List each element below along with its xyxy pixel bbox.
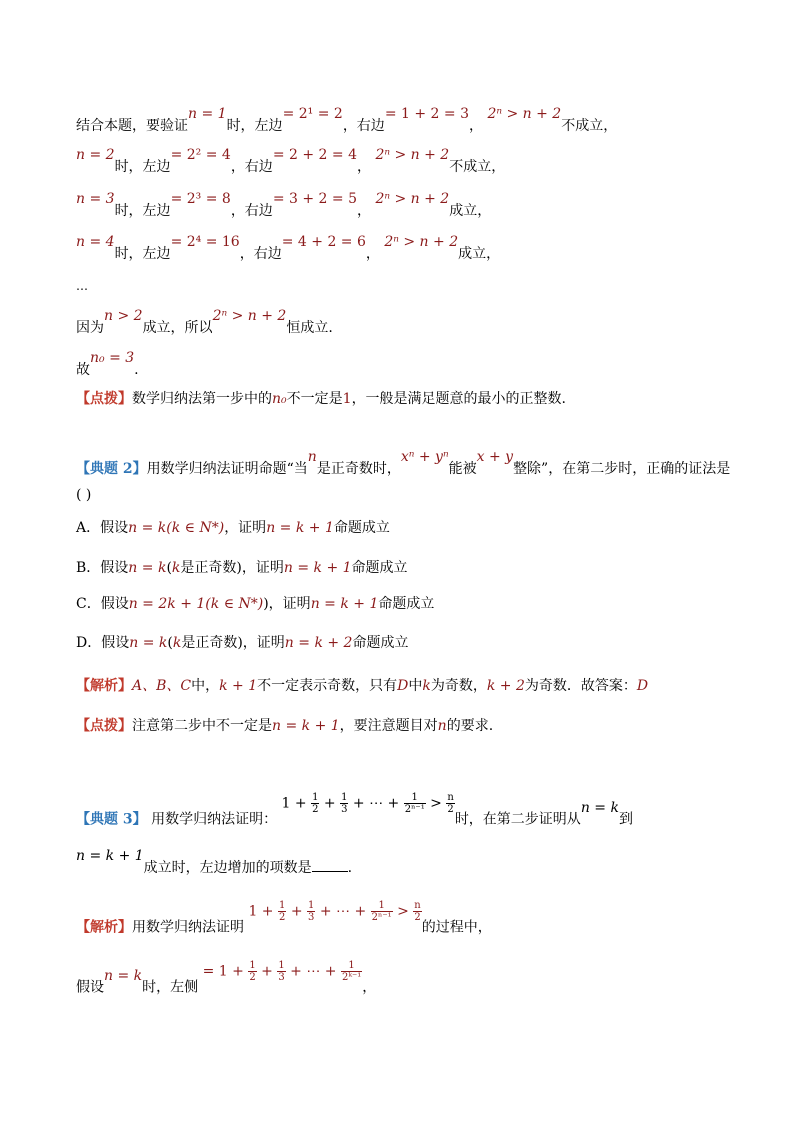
- inequality: [282, 792, 455, 815]
- math: n = 3: [76, 191, 115, 207]
- text: 成立时，左边增加的项数是: [143, 860, 312, 876]
- math: 2ⁿ > n + 2: [375, 191, 450, 207]
- math: n = 1: [188, 106, 227, 122]
- option-c[interactable]: [76, 594, 434, 614]
- text: )，证明: [263, 596, 311, 612]
- text: 为奇数．故答案：: [524, 678, 637, 694]
- example2-stem: [76, 449, 731, 479]
- option-label: A．假设: [76, 520, 129, 536]
- text: 时，左边: [114, 159, 171, 175]
- tip-1: [76, 389, 566, 409]
- text: 的过程中，: [421, 919, 492, 936]
- option-d[interactable]: [76, 633, 408, 653]
- analysis-tag: 【解析】: [76, 678, 132, 694]
- text: 时，左边: [114, 246, 171, 262]
- text: 数学归纳法第一步中的: [132, 391, 272, 407]
- math: k: [172, 635, 182, 651]
- text: 假设: [76, 979, 104, 996]
- math: xⁿ + yⁿ: [400, 449, 449, 465]
- math: n: [437, 718, 447, 734]
- option-b[interactable]: [76, 558, 408, 578]
- math: n = k + 1: [266, 520, 334, 536]
- math: n = k: [128, 560, 167, 576]
- text: ，右边: [230, 159, 273, 175]
- fraction: $\frac{1}{2}$: [312, 792, 319, 815]
- text: 恒成立.: [286, 320, 333, 336]
- line-n3: [76, 191, 492, 221]
- math: k + 1: [219, 678, 258, 694]
- example3-assume: [76, 960, 377, 999]
- text: .: [134, 362, 139, 378]
- example3-analysis: [76, 900, 492, 939]
- text: ，: [356, 159, 371, 175]
- text: 时，左边: [226, 118, 283, 134]
- line-n2: [76, 147, 506, 177]
- math: = 2¹ = 2: [282, 106, 343, 122]
- text: 是正奇数)，证明: [181, 635, 285, 651]
- text: 命题成立: [352, 635, 409, 651]
- text: ，: [468, 118, 483, 134]
- math: n = k + 1: [76, 848, 144, 864]
- text: 时，左边: [114, 203, 171, 219]
- tip-tag: 【点拨】: [76, 391, 132, 407]
- text: 是正奇数)，证明: [180, 560, 284, 576]
- option-label: D．假设: [76, 635, 130, 651]
- text: ，一般是满足题意的最小的正整数.: [351, 391, 567, 407]
- math: n = k: [129, 635, 168, 651]
- example-tag: 【典题 2】: [76, 461, 147, 477]
- option-a[interactable]: [76, 518, 390, 538]
- text: ，: [362, 979, 377, 996]
- text: 用数学归纳法证明: [132, 919, 244, 936]
- math: 2ⁿ > n + 2: [487, 106, 562, 122]
- text: 不一定是: [286, 391, 343, 407]
- answer-paren: ( ): [76, 487, 92, 503]
- math: n = 2: [76, 147, 115, 163]
- text: 不成立，: [449, 159, 506, 175]
- math: x + y: [476, 449, 514, 465]
- math: = 2⁴ = 16: [170, 234, 240, 250]
- math: k: [422, 678, 431, 694]
- math: n = k: [580, 799, 619, 816]
- text: ，要注意题目对: [339, 718, 438, 734]
- math: n = 4: [76, 234, 115, 250]
- fraction: $\frac{n}{2}$: [447, 792, 454, 815]
- text: 的要求.: [446, 718, 494, 734]
- example-tag: 【典题 3】: [76, 811, 147, 828]
- text: ，右边: [239, 246, 282, 262]
- text: 用数学归纳法证明：: [151, 811, 278, 828]
- math: k: [171, 560, 181, 576]
- math: n = k + 1: [272, 718, 340, 734]
- math: >: [425, 795, 447, 812]
- text: 是正奇数时，: [316, 461, 401, 477]
- analysis-tag: 【解析】: [76, 919, 132, 936]
- math: = 3 + 2 = 5: [272, 191, 357, 207]
- text: 因为: [76, 320, 104, 336]
- text: 注意第二步中不一定是: [132, 718, 272, 734]
- text: (: [166, 560, 172, 576]
- math: n = k(k ∈ N*): [128, 520, 225, 536]
- text: 故: [76, 362, 90, 378]
- text: ，右边: [230, 203, 273, 219]
- math: D: [397, 678, 409, 694]
- math: n = k + 2: [284, 635, 353, 651]
- text: 结合本题，要验证: [76, 118, 188, 134]
- tip-tag: 【点拨】: [76, 718, 132, 734]
- math: 2ⁿ > n + 2: [375, 147, 450, 163]
- math: 1: [342, 391, 352, 407]
- line-verify-n1: [76, 106, 618, 136]
- text: 不成立，: [561, 118, 618, 134]
- math: = 2² = 4: [170, 147, 231, 163]
- example3-line2: [76, 848, 353, 878]
- math: = 1 + 2 = 3: [384, 106, 469, 122]
- text: ，: [365, 246, 380, 262]
- text: 中，: [191, 678, 220, 694]
- text: 为奇数，: [430, 678, 487, 694]
- example2-analysis: [76, 676, 648, 696]
- text: 能被: [448, 461, 477, 477]
- example2-tip: [76, 716, 493, 736]
- text: 中: [408, 678, 423, 694]
- line-n4: [76, 234, 501, 264]
- example3-stem: [76, 792, 633, 831]
- text: ，右边: [342, 118, 385, 134]
- math: n = 2k + 1(k ∈ N*): [128, 596, 264, 612]
- math: A、B、C: [132, 678, 192, 694]
- text: 成立，所以: [142, 320, 213, 336]
- fraction: $\frac{1}{3}$: [341, 792, 348, 815]
- math: n = k + 1: [283, 560, 352, 576]
- math: = 2³ = 8: [170, 191, 231, 207]
- math: = 4 + 2 = 6: [281, 234, 366, 250]
- text: 成立，: [458, 246, 501, 262]
- math: + ⋯ +: [348, 795, 404, 812]
- math: = 2 + 2 = 4: [272, 147, 357, 163]
- text: ，证明: [224, 520, 267, 536]
- math: D: [636, 678, 649, 694]
- option-label: B．假设: [76, 560, 129, 576]
- fraction: $\frac{1}{\text{2ⁿ⁻¹}}$: [404, 792, 425, 815]
- text: 用数学归纳法证明命题“当: [146, 461, 308, 477]
- line-conclusion: [76, 308, 333, 338]
- math: +: [319, 795, 341, 812]
- answer-blank[interactable]: [312, 859, 348, 872]
- sum-expression: = 1 + $\frac{1}{2}$ + $\frac{1}{3}$ + ⋯ + $\frac{1}{\text{2ᵏ⁻¹}}$: [202, 960, 362, 983]
- text: (: [167, 635, 173, 651]
- math: n > 2: [104, 308, 143, 324]
- text: 命题成立: [333, 520, 390, 536]
- text: 命题成立: [378, 596, 435, 612]
- math: n: [307, 449, 317, 465]
- text: ，: [356, 203, 371, 219]
- text: 命题成立: [351, 560, 408, 576]
- option-label: C．假设: [76, 596, 129, 612]
- inequality: 1 + $\frac{1}{2}$ + $\frac{1}{3}$ + ⋯ + $\frac{1}{\text{2ⁿ⁻¹}}$ > $\frac{n}{2}$: [248, 900, 421, 923]
- math: n₀: [272, 391, 287, 407]
- line-therefore: [76, 350, 139, 380]
- math: n = k: [104, 967, 143, 984]
- math: 2ⁿ > n + 2: [212, 308, 287, 324]
- text: 成立，: [449, 203, 492, 219]
- ellipsis: …: [76, 279, 88, 293]
- text: .: [347, 860, 353, 876]
- math: n = k + 1: [310, 596, 379, 612]
- text: 不一定表示奇数，只有: [257, 678, 398, 694]
- math: 2ⁿ > n + 2: [384, 234, 459, 250]
- text: 到: [618, 811, 633, 828]
- text: 时，左侧: [142, 979, 199, 996]
- text: 整除”，在第二步时，正确的证法是: [513, 461, 731, 477]
- math: n₀ = 3: [90, 350, 135, 366]
- text: 时，在第二步证明从: [454, 811, 581, 828]
- math: 1 +: [281, 795, 312, 812]
- math: k + 2: [486, 678, 525, 694]
